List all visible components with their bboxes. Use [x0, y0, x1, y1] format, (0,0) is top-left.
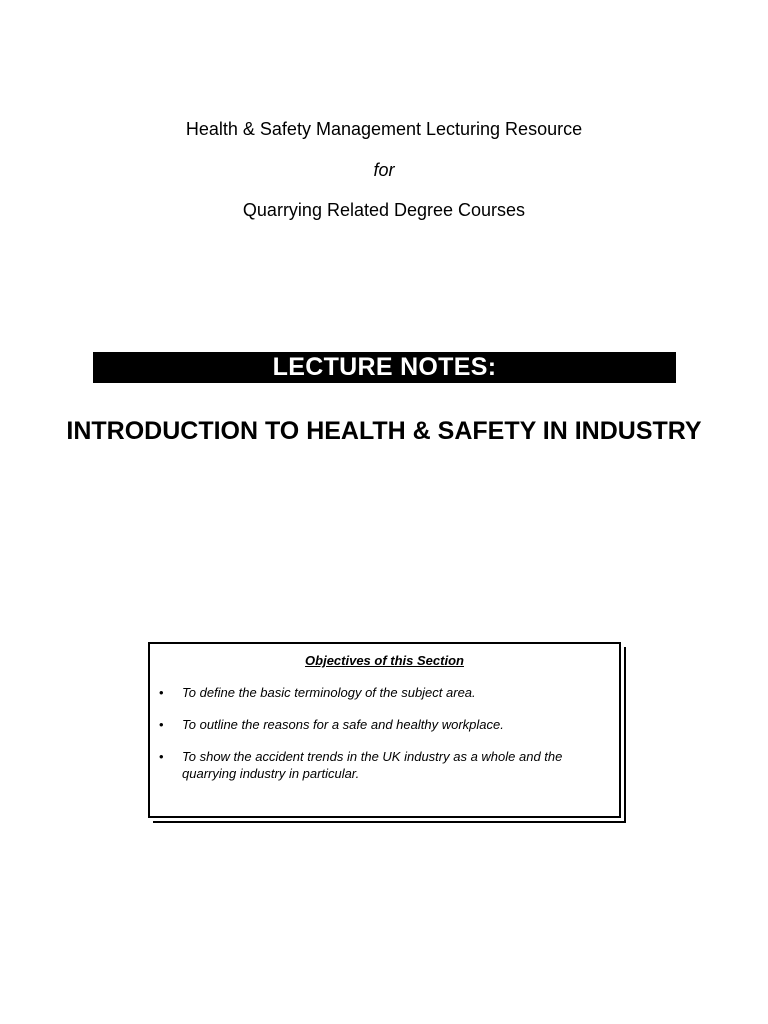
resource-for: for: [373, 160, 395, 180]
list-item: [150, 684, 619, 701]
objective-text: To outline the reasons for a safe and healthy workplace.: [182, 717, 504, 732]
bullet-icon: •: [159, 685, 164, 700]
objectives-box: [148, 642, 621, 818]
objectives-heading: Objectives of this Section: [305, 653, 464, 668]
list-item: [150, 748, 619, 782]
objective-text: To show the accident trends in the UK industry as a whole and the quarrying industry in particular.: [182, 749, 563, 781]
list-item: [150, 716, 619, 733]
page-title: INTRODUCTION TO HEALTH & SAFETY IN INDUSTRY: [66, 417, 702, 445]
resource-subtitle: Quarrying Related Degree Courses: [242, 200, 526, 220]
bullet-icon: •: [159, 749, 164, 764]
resource-title: Health & Safety Management Lecturing Resource: [185, 119, 583, 139]
lecture-notes-banner: LECTURE NOTES:: [93, 352, 676, 383]
objective-text: To define the basic terminology of the subject area.: [182, 685, 476, 700]
objectives-list: [150, 684, 619, 797]
bullet-icon: •: [159, 717, 164, 732]
